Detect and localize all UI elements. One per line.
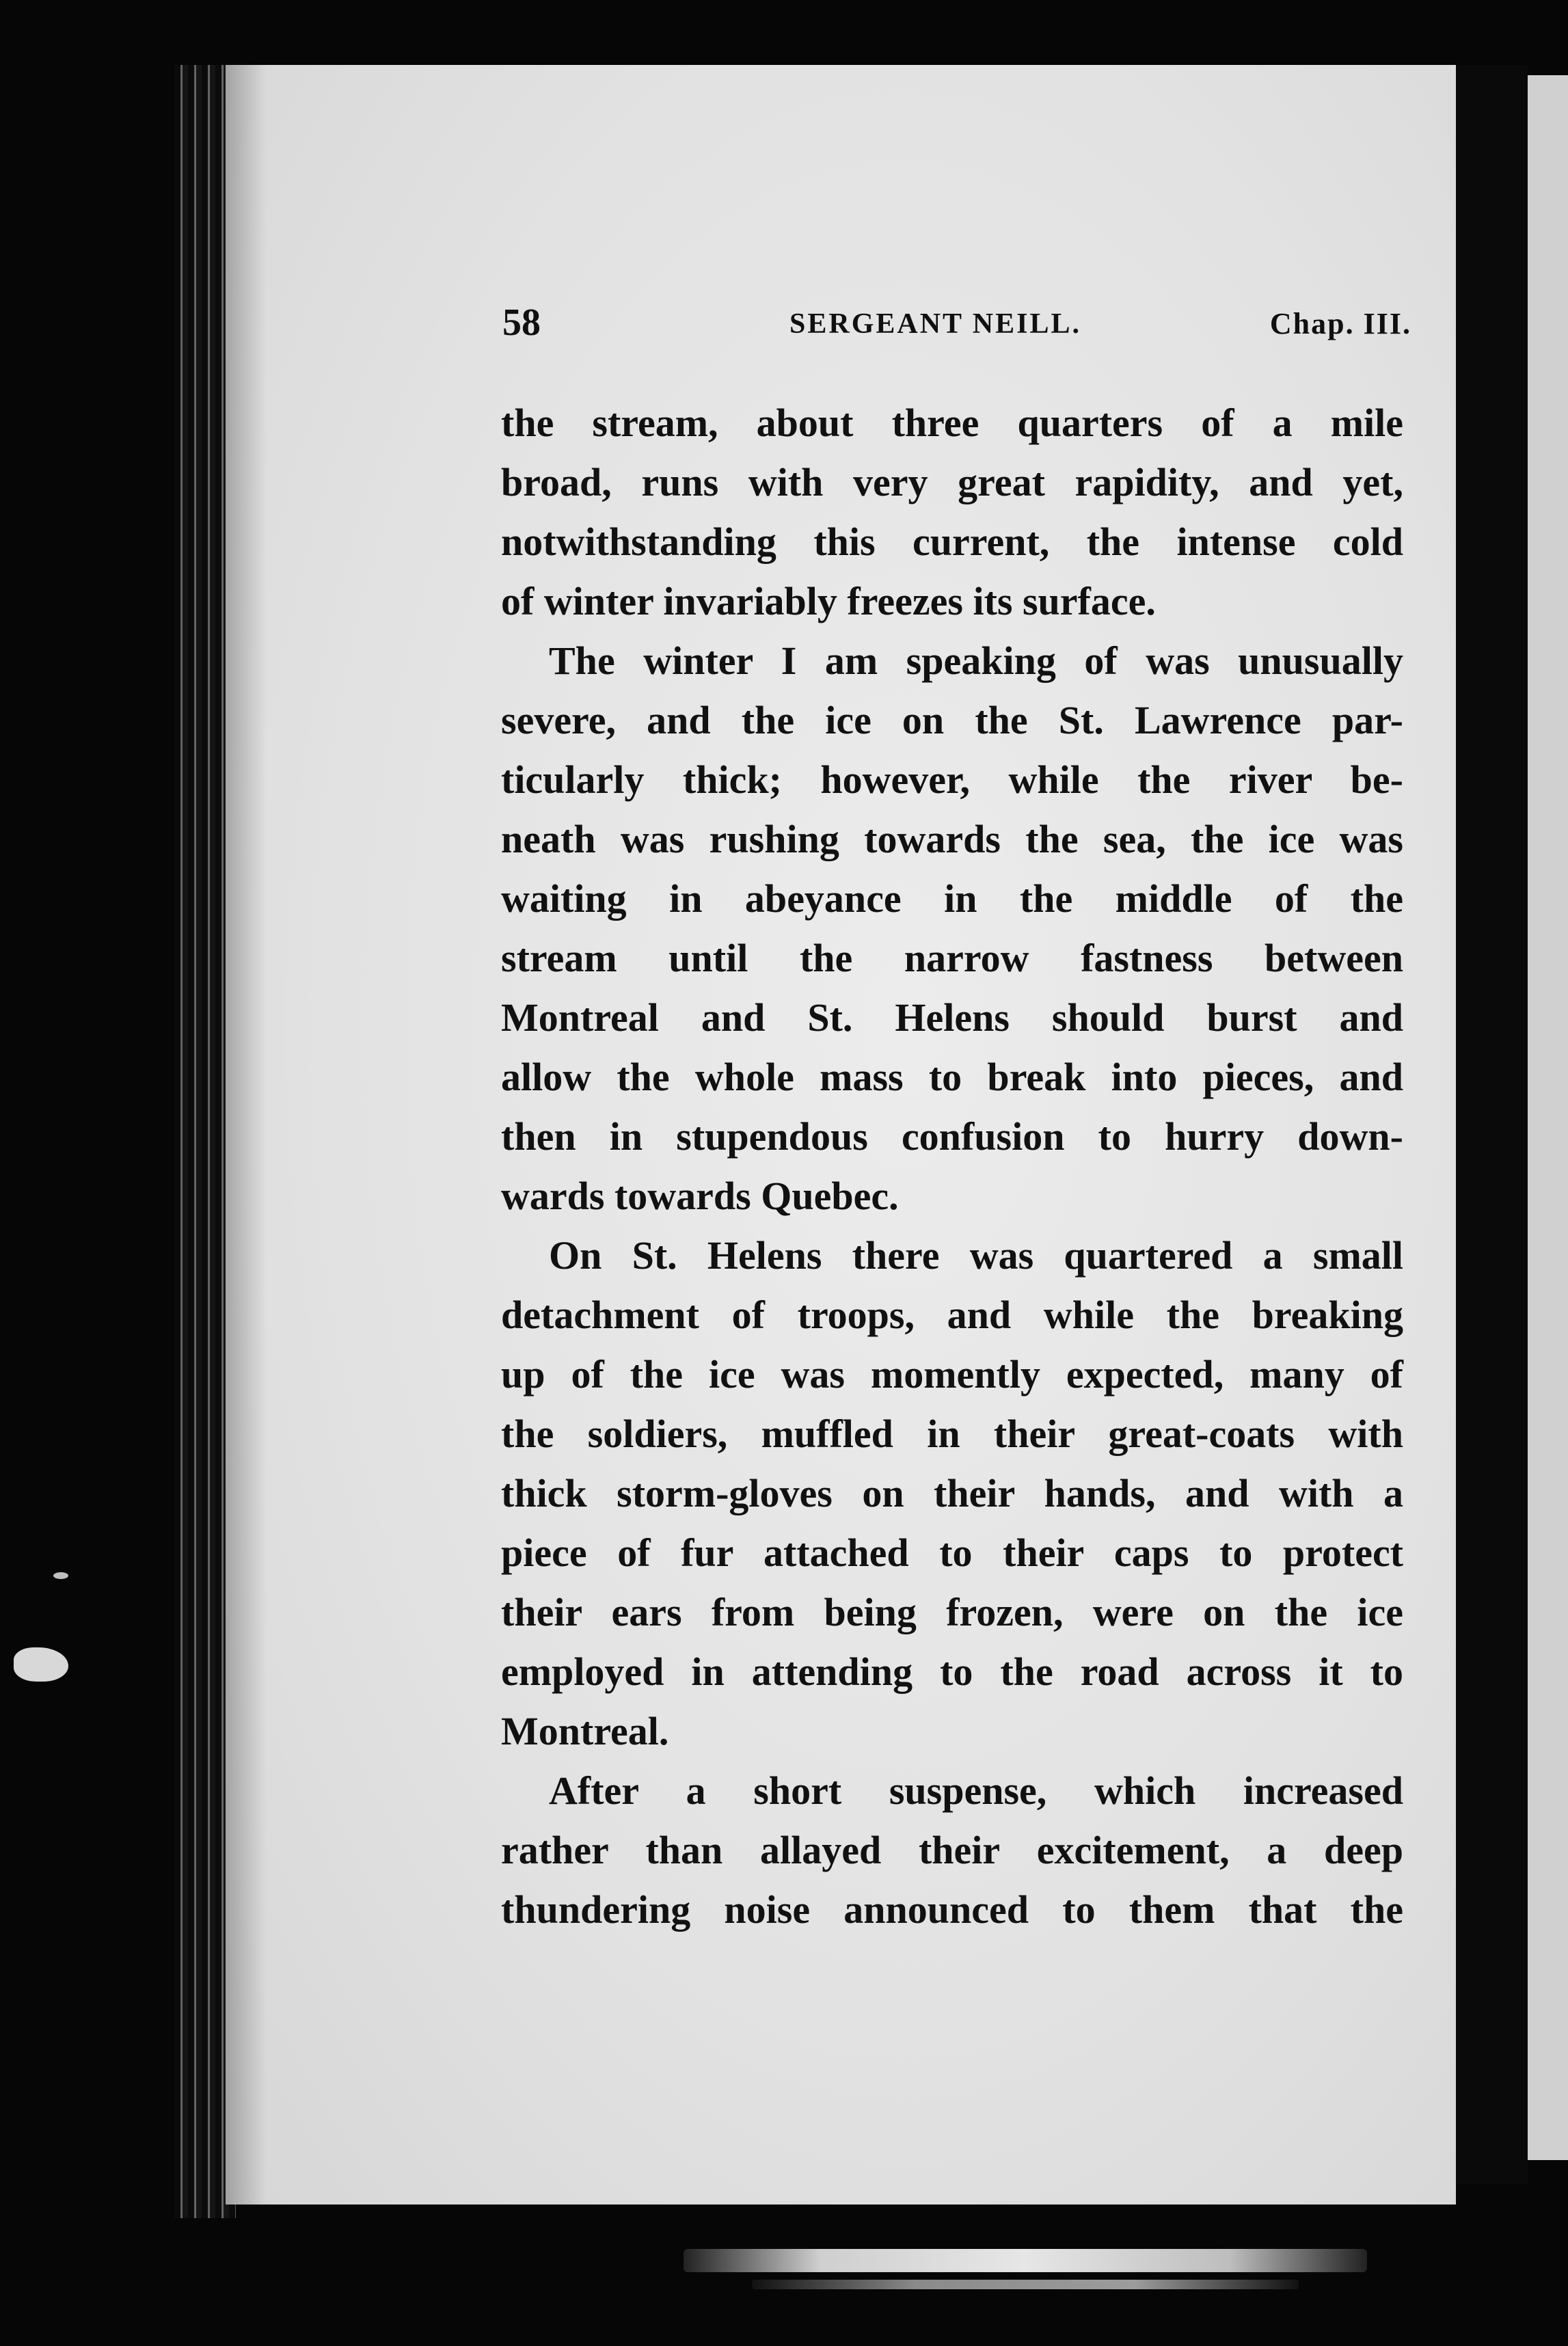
film-bottom-streak <box>684 2249 1367 2272</box>
text-line: their ears from being frozen, were on the ice <box>501 1590 1403 1634</box>
film-bottom-streak-shadow <box>752 2280 1299 2289</box>
running-head <box>277 301 1411 349</box>
text-line: detachment of troops, and while the breaking <box>501 1293 1403 1337</box>
text-line: neath was rushing towards the sea, the ice was <box>501 817 1403 861</box>
text-line: thick storm-gloves on their hands, and with a <box>501 1471 1403 1515</box>
text-line: up of the ice was momently expected, many of <box>501 1352 1403 1397</box>
text-line: thundering noise announced to them that the <box>501 1887 1403 1932</box>
text-line: the soldiers, muffled in their great-coats with <box>501 1412 1403 1456</box>
text-line: ticularly thick; however, while the river be- <box>501 757 1403 802</box>
text-line: Montreal and St. Helens should burst and <box>501 995 1403 1040</box>
text-line: Montreal. <box>501 1709 669 1753</box>
paragraph-3 <box>501 1226 1403 1761</box>
text-line: After a short suspense, which increased <box>549 1768 1403 1813</box>
paragraph-4 <box>501 1761 1403 1939</box>
text-line: the stream, about three quarters of a mile <box>501 401 1403 445</box>
page-gutter <box>1456 65 1528 2184</box>
text-line: waiting in abeyance in the middle of the <box>501 876 1403 921</box>
text-line: of winter invariably freezes its surface. <box>501 579 1156 623</box>
running-title: SERGEANT NEILL. <box>789 308 1082 340</box>
text-line: allow the whole mass to break into pieces, and <box>501 1055 1403 1099</box>
film-speck <box>53 1572 68 1579</box>
text-line: On St. Helens there was quartered a small <box>549 1233 1403 1278</box>
text-line: The winter I am speaking of was unusually <box>549 638 1403 683</box>
text-line: wards towards Quebec. <box>501 1174 899 1218</box>
chapter-label: Chap. III. <box>1269 307 1411 340</box>
paragraph-1 <box>501 393 1403 631</box>
film-blemish <box>14 1647 68 1682</box>
text-line: severe, and the ice on the St. Lawrence par- <box>501 698 1403 742</box>
adjacent-page-edge <box>1528 75 1568 2160</box>
text-line: then in stupendous confusion to hurry down- <box>501 1114 1403 1159</box>
text-line: broad, runs with very great rapidity, and yet, <box>501 460 1403 504</box>
text-line: stream until the narrow fastness between <box>501 936 1403 980</box>
text-line: rather than allayed their excitement, a deep <box>501 1828 1403 1872</box>
text-line: notwithstanding this current, the intense cold <box>501 520 1403 564</box>
text-line: employed in attending to the road across it to <box>501 1649 1403 1694</box>
page-number: 58 <box>502 301 541 344</box>
page-shadow <box>226 65 267 2205</box>
body-text <box>501 393 1403 1939</box>
text-line: piece of fur attached to their caps to protect <box>501 1531 1403 1575</box>
paragraph-2 <box>501 631 1403 1226</box>
